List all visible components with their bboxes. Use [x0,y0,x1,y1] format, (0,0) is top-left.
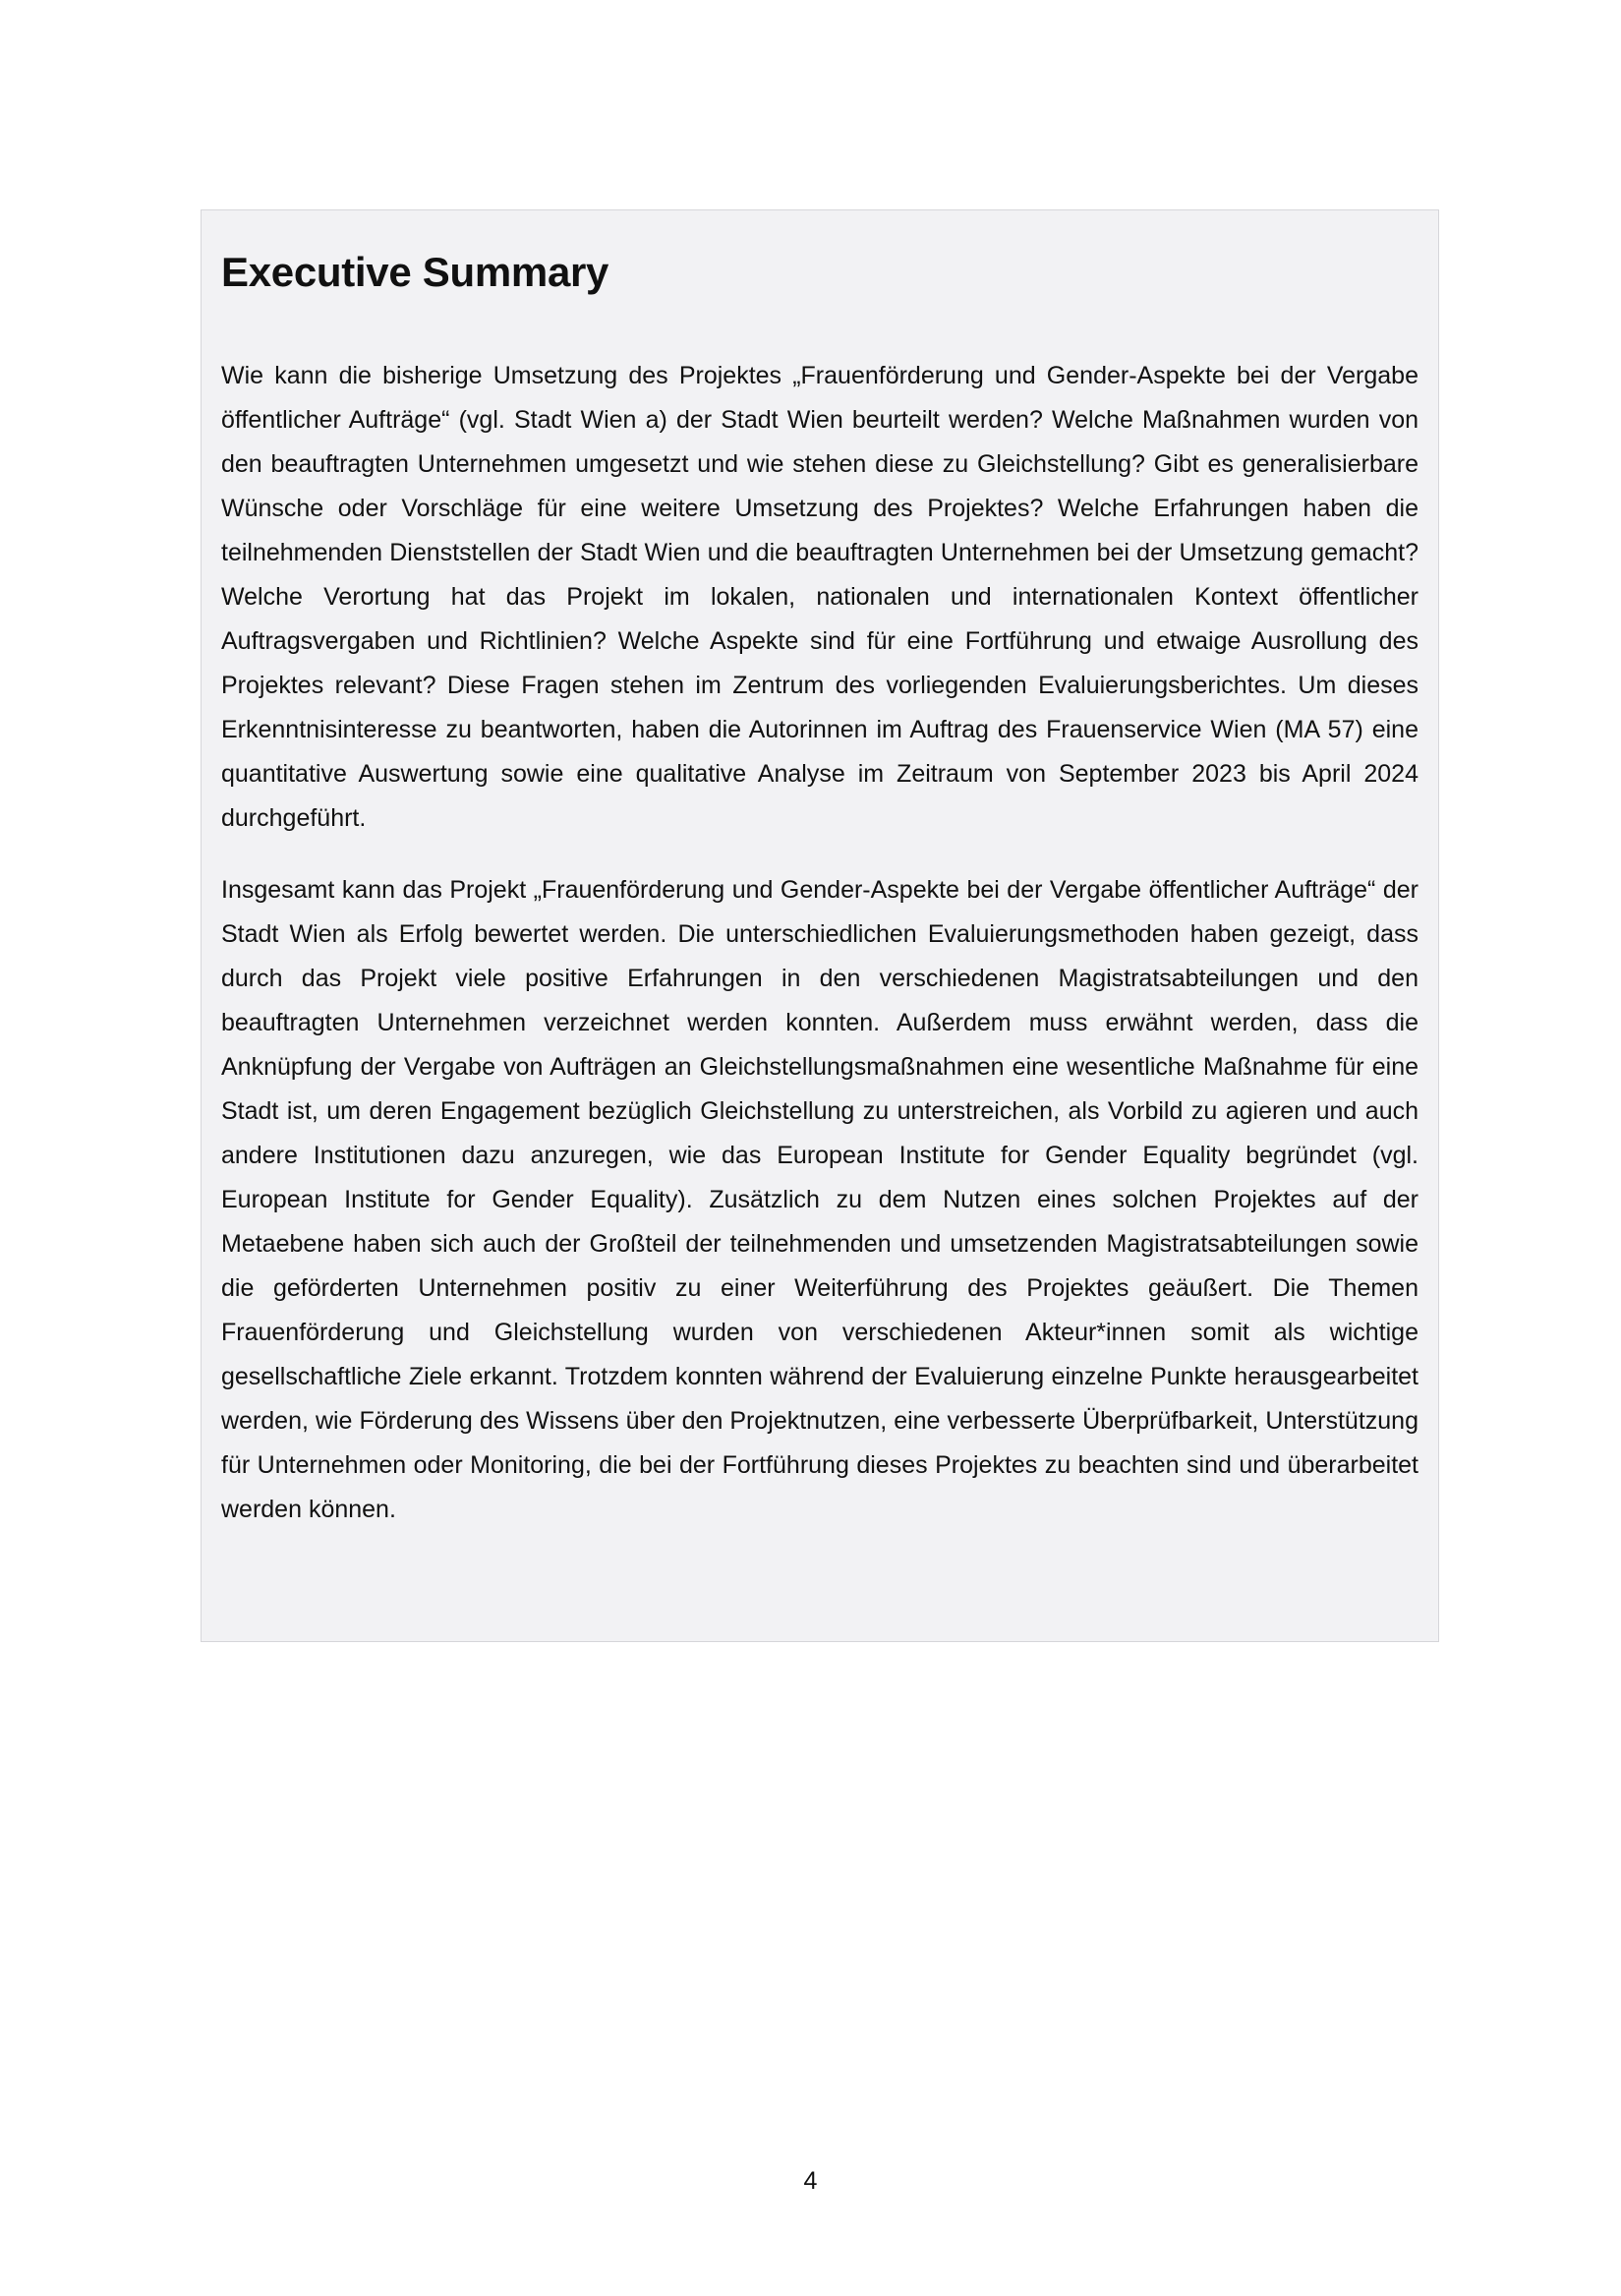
page-number: 4 [803,2167,818,2195]
summary-paragraph-2: Insgesamt kann das Projekt „Frauenförderung und Gender-Aspekte bei der Vergabe öffentlicher Aufträge“ der Stadt Wien als Erfolg bewertet werden. Die unterschiedlichen Evaluierungsmethoden haben gezeigt, dass durch das Projekt viele positive Erfahrungen in den verschiedenen Magistratsabteilungen und den beauftragten Unternehmen verzeichnet werden konnten. Außerdem muss erwähnt werden, dass die Anknüpfung der Vergabe von Aufträgen an Gleichstellungsmaßnahmen eine wesentliche Maßnahme für eine Stadt ist, um deren Engagement bezüglich Gleichstellung zu unterstreichen, als Vorbild zu agieren und auch andere Institutionen dazu anzuregen, wie das European Institute for Gender Equality begründet (vgl. European Institute for Gender Equality). Zusätzlich zu dem Nutzen eines solchen Projektes auf der Metaebene haben sich auch der Großteil der teilnehmenden und umsetzenden Magistratsabteilungen sowie die geförderten Unternehmen positiv zu einer Weiterführung des Projektes geäußert. Die Themen Frauenförderung und Gleichstellung wurden von verschiedenen Akteur*innen somit als wichtige gesellschaftliche Ziele erkannt. Trotzdem konnten während der Evaluierung einzelne Punkte herausgearbeitet werden, wie Förderung des Wissens über den Projektnutzen, eine verbesserte Überprüfbarkeit, Unterstützung für Unternehmen oder Monitoring, die bei der Fortführung dieses Projektes zu beachten sind und überarbeitet werden können. [221,876,1418,1524]
executive-summary-box [201,209,1439,1642]
summary-title: Executive Summary [221,249,609,295]
summary-paragraph-1: Wie kann die bisherige Umsetzung des Projektes „Frauenförderung und Gender-Aspekte bei der Vergabe öffentlicher Aufträge“ (vgl. Stadt Wien a) der Stadt Wien beurteilt werden? Welche Maßnahmen wurden von den beauftragten Unternehmen umgesetzt und wie stehen diese zu Gleichstellung? Gibt es generalisierbare Wünsche oder Vorschläge für eine weitere Umsetzung des Projektes? Welche Erfahrungen haben die teilnehmenden Dienststellen der Stadt Wien und die beauftragten Unternehmen bei der Umsetzung gemacht? Welche Verortung hat das Projekt im lokalen, nationalen und internationalen Kontext öffentlicher Auftragsvergaben und Richtlinien? Welche Aspekte sind für eine Fortführung und etwaige Ausrollung des Projektes relevant? Diese Fragen stehen im Zentrum des vorliegenden Evaluierungsberichtes. Um dieses Erkenntnisinteresse zu beantworten, haben die Autorinnen im Auftrag des Frauenservice Wien (MA 57) eine quantitative Auswertung sowie eine qualitative Analyse im Zeitraum von September 2023 bis April 2024 durchgeführt. [221,362,1418,833]
